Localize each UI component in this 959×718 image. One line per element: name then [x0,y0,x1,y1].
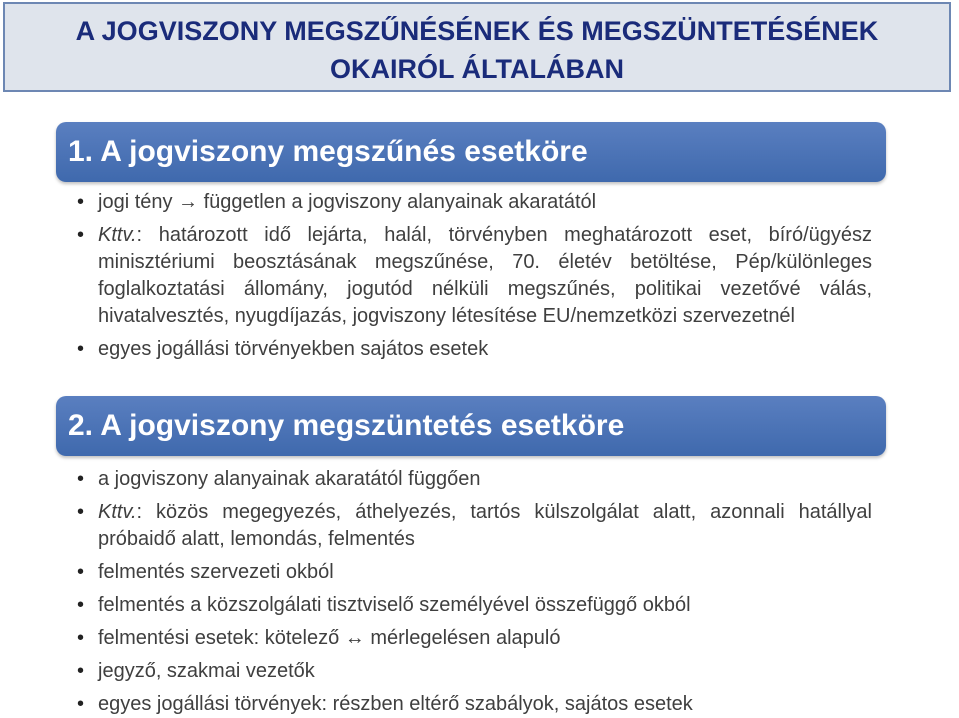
list-item: • felmentés szervezeti okból [76,559,872,586]
title-line-1: A JOGVISZONY MEGSZŰNÉSÉNEK ÉS MEGSZÜNTETÉSÉNEK [75,16,879,46]
section-2-heading: 2. A jogviszony megszüntetés esetköre [56,396,886,456]
slide-title [3,2,951,92]
kttv-label: Kttv. [98,501,137,523]
list-item: • a jogviszony alanyainak akaratától függően [76,466,872,493]
title-line-2: OKAIRÓL ÁLTALÁBAN [330,54,624,84]
list-item: • felmentés a közszolgálati tisztviselő személyével összefüggő okból [76,592,872,619]
section-2-list [76,466,872,718]
list-item: • Kttv.: határozott idő lejárta, halál, törvényben meghatározott eset, bíró/ügyész minisztériumi beosztásának megszűnése, 70. életév betöltése, Pép/különleges foglalkoztatási állomány, jogutód nélküli megszűnés, politikai vezetővé válás, hivatalvesztés, nyugdíjazás, jogviszony létesítése EU/nemzetközi szervezetnél [76,222,872,330]
list-item: • Kttv.: közös megegyezés, áthelyezés, tartós külszolgálat alatt, azonnali hatállyal próbaidő alatt, lemondás, felmentés [76,499,872,553]
list-item: • egyes jogállási törvényekben sajátos esetek [76,336,872,363]
section-1-heading: 1. A jogviszony megszűnés esetköre [56,122,886,182]
kttv-label: Kttv. [98,224,137,246]
list-item: • jegyző, szakmai vezetők [76,658,872,685]
list-item: • egyes jogállási törvények: részben eltérő szabályok, sajátos esetek [76,691,872,718]
list-item: • jogi tény → független a jogviszony alanyainak akaratától [76,189,872,216]
list-item: • felmentési esetek: kötelező ↔ mérlegelésen alapuló [76,625,872,652]
section-1-list [76,189,872,363]
